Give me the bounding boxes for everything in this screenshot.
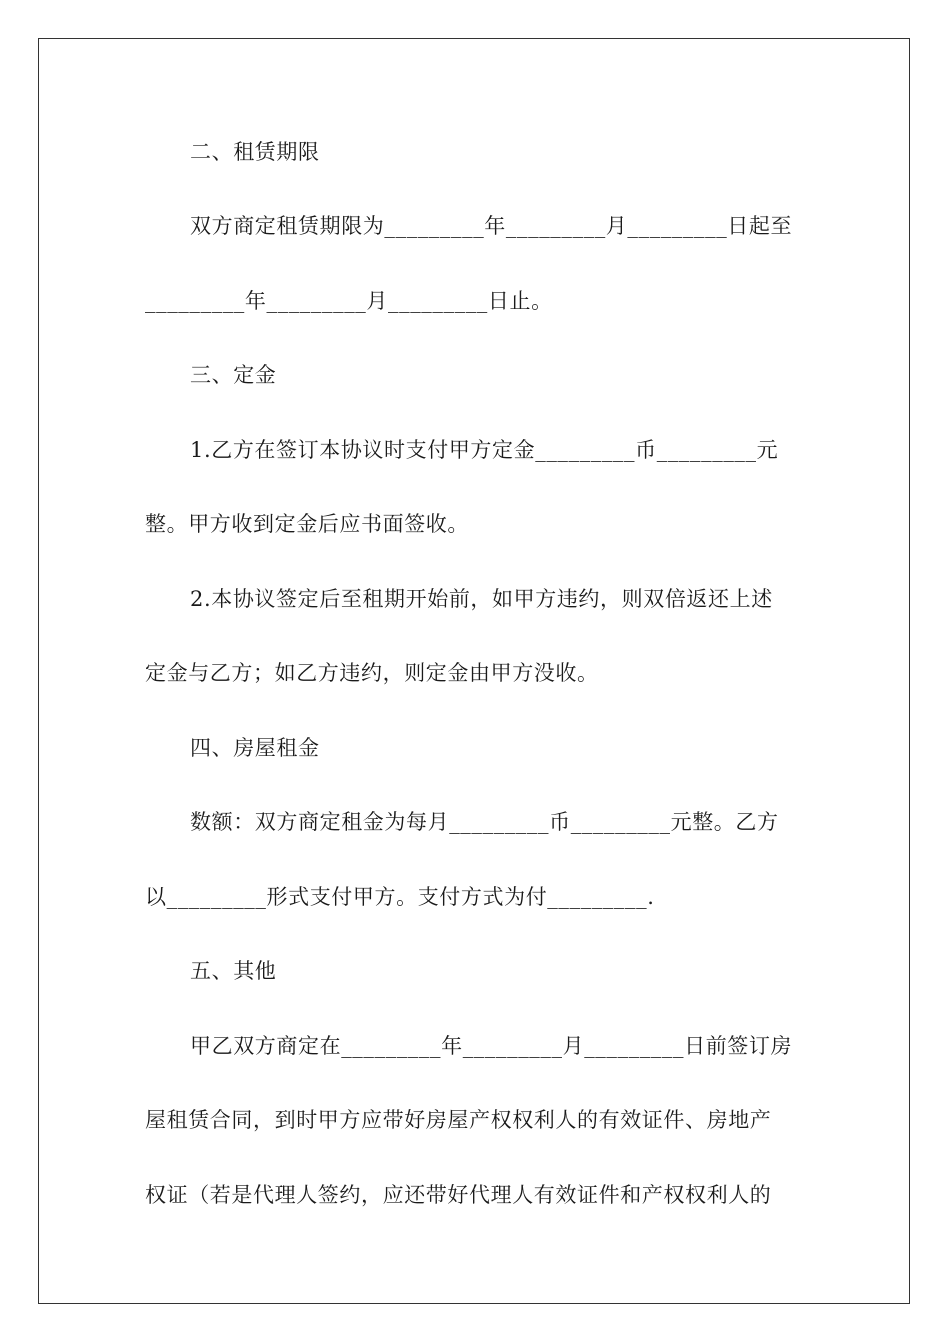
paragraph-line: 以_________形式支付甲方。支付方式为付_________.	[145, 885, 655, 909]
section-heading-other: 五、其他	[190, 959, 277, 983]
paragraph-line: 双方商定租赁期限为_________年_________月_________日起至	[190, 214, 793, 238]
paragraph-line: 甲乙双方商定在_________年_________月_________日前签订房	[190, 1034, 793, 1058]
paragraph-line: 1.乙方在签订本协议时支付甲方定金_________币_________元	[190, 438, 779, 462]
section-heading-deposit: 三、定金	[190, 363, 277, 387]
paragraph-line: 权证（若是代理人签约，应还带好代理人有效证件和产权权利人的	[145, 1183, 772, 1207]
paragraph-line: 数额：双方商定租金为每月_________币_________元整。乙方	[190, 810, 779, 834]
section-heading-rent: 四、房屋租金	[190, 736, 320, 760]
section-heading-lease-term: 二、租赁期限	[190, 140, 320, 164]
paragraph-line: 整。甲方收到定金后应书面签收。	[145, 512, 469, 536]
paragraph-line: 定金与乙方；如乙方违约，则定金由甲方没收。	[145, 661, 599, 685]
paragraph-line: _________年_________月_________日止。	[145, 289, 553, 313]
paragraph-line: 2.本协议签定后至租期开始前，如甲方违约，则双倍返还上述	[190, 587, 773, 611]
paragraph-line: 屋租赁合同，到时甲方应带好房屋产权权利人的有效证件、房地产	[145, 1108, 772, 1132]
